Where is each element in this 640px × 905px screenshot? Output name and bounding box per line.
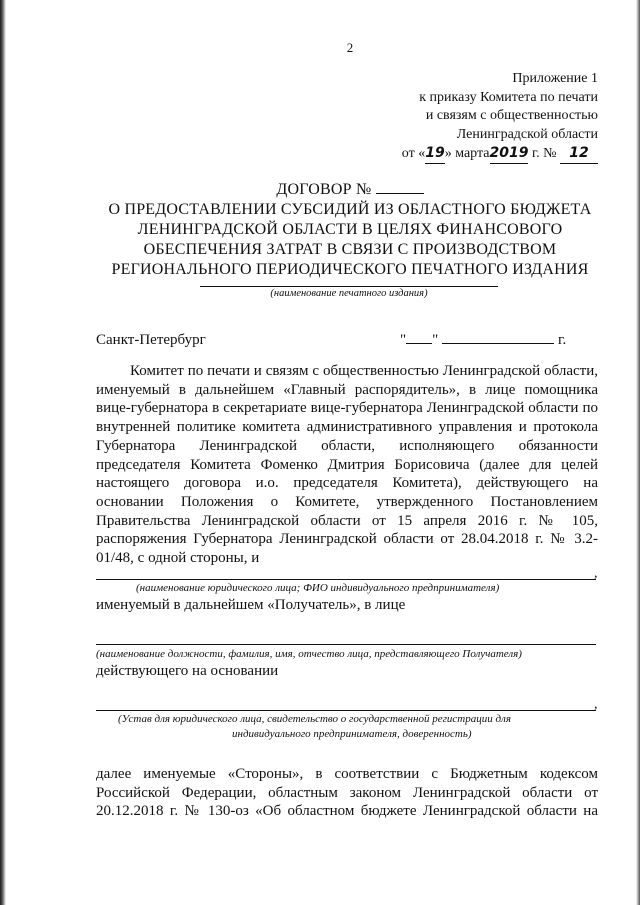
appendix-line: к приказу Комитета по печати — [419, 89, 598, 105]
appendix-order-number: 12 — [560, 144, 598, 164]
contract-date-line — [400, 332, 600, 349]
appendix-line: и связям с общественностью — [425, 108, 598, 123]
page-number: 2 — [346, 40, 354, 55]
year-suffix: г. — [558, 332, 567, 348]
title-line: РЕГИОНАЛЬНОГО ПЕРИОДИЧЕСКОГО ПЕЧАТНОГО ИЗДАНИЯ — [111, 261, 589, 278]
appendix-date-line — [338, 144, 598, 164]
entity-comma: , — [594, 566, 598, 581]
publication-caption: (наименование печатного издания) — [270, 288, 428, 299]
title-line: ОБЕСПЕЧЕНИЯ ЗАТРАТ В СВЯЗИ С ПРОИЗВОДСТВОМ — [143, 241, 557, 258]
intro-paragraph-text: Комитет по печати и связям с общественностью Ленинградской области, именуемый в дальнейшем «Главный распорядитель», в лице помощника вице-губернатора в секретариате вице-губернатора Ленинградской области по внутренней политике комитета административного управления и протокола Губернатора Ленинградской области, исполняющего обязанности председателя Комитета Фоменко Дмитрия Борисовича (далее для целей настоящего договора и.о. председателя Комитета), действующего на основании Положения о Комитете, утвержденного Постановлением Правительства Ленинградской области от 15 апреля 2016 г. № 105, распоряжения Губернатора Ленинградской области от 28.04.2018 г. № 3.2-01/48, с одной стороны, и — [96, 363, 598, 567]
contract-day-blank — [406, 332, 432, 344]
contract-title — [90, 180, 610, 280]
entity-name-blank — [96, 578, 596, 580]
appendix-line: Ленинградской области — [456, 126, 598, 142]
basis-blank — [96, 709, 596, 711]
publication-name-blank — [200, 285, 498, 287]
contract-label-line — [90, 180, 610, 200]
quote-open: " — [400, 332, 407, 348]
basis-comma: , — [594, 697, 598, 712]
title-line: О ПРЕДОСТАВЛЕНИИ СУБСИДИЙ ИЗ ОБЛАСТНОГО БЮДЖЕТА — [108, 201, 592, 218]
parties-paragraph — [96, 765, 598, 821]
entity-caption: (наименование юридического лица; ФИО индивидуального предпринимателя) — [136, 582, 500, 594]
position-caption: (наименование должности, фамилия, имя, отчество лица, представляющего Получателя) — [96, 648, 522, 660]
contract-number-blank — [376, 181, 424, 194]
contract-month-year-blank — [442, 332, 554, 344]
appendix-date-year: 2019 — [490, 144, 529, 164]
basis-caption-line2: индивидуального предпринимателя, доверенность) — [232, 728, 472, 740]
appendix-date-mid: » марта — [444, 146, 490, 161]
basis-caption-line1: (Устав для юридического лица, свидетельство о государственной регистрации для — [118, 713, 511, 725]
appendix-date-prefix: от « — [401, 146, 426, 161]
quote-close: " — [432, 332, 439, 348]
appendix-date-suffix: г. № — [531, 146, 557, 161]
contract-label: ДОГОВОР № — [276, 181, 372, 198]
parties-paragraph-text: далее именуемые «Стороны», в соответствии с Бюджетным кодексом Российской Федерации, областным законом Ленинградской области от 20.12.2018 г. № 130-оз «Об областном бюджете Ленинградской области на — [96, 766, 598, 820]
appendix-line: Приложение 1 — [512, 71, 598, 86]
basis-text: действующего на основании — [96, 663, 279, 679]
position-blank — [96, 643, 596, 645]
appendix-block — [338, 70, 598, 164]
intro-paragraph — [96, 362, 598, 568]
recipient-text: именуемый в дальнейшем «Получатель», в лице — [96, 597, 406, 613]
title-line: ЛЕНИНГРАДСКОЙ ОБЛАСТИ В ЦЕЛЯХ ФИНАНСОВОГО — [137, 221, 563, 238]
appendix-date-day: 19 — [425, 144, 444, 164]
city: Санкт-Петербург — [96, 332, 206, 348]
